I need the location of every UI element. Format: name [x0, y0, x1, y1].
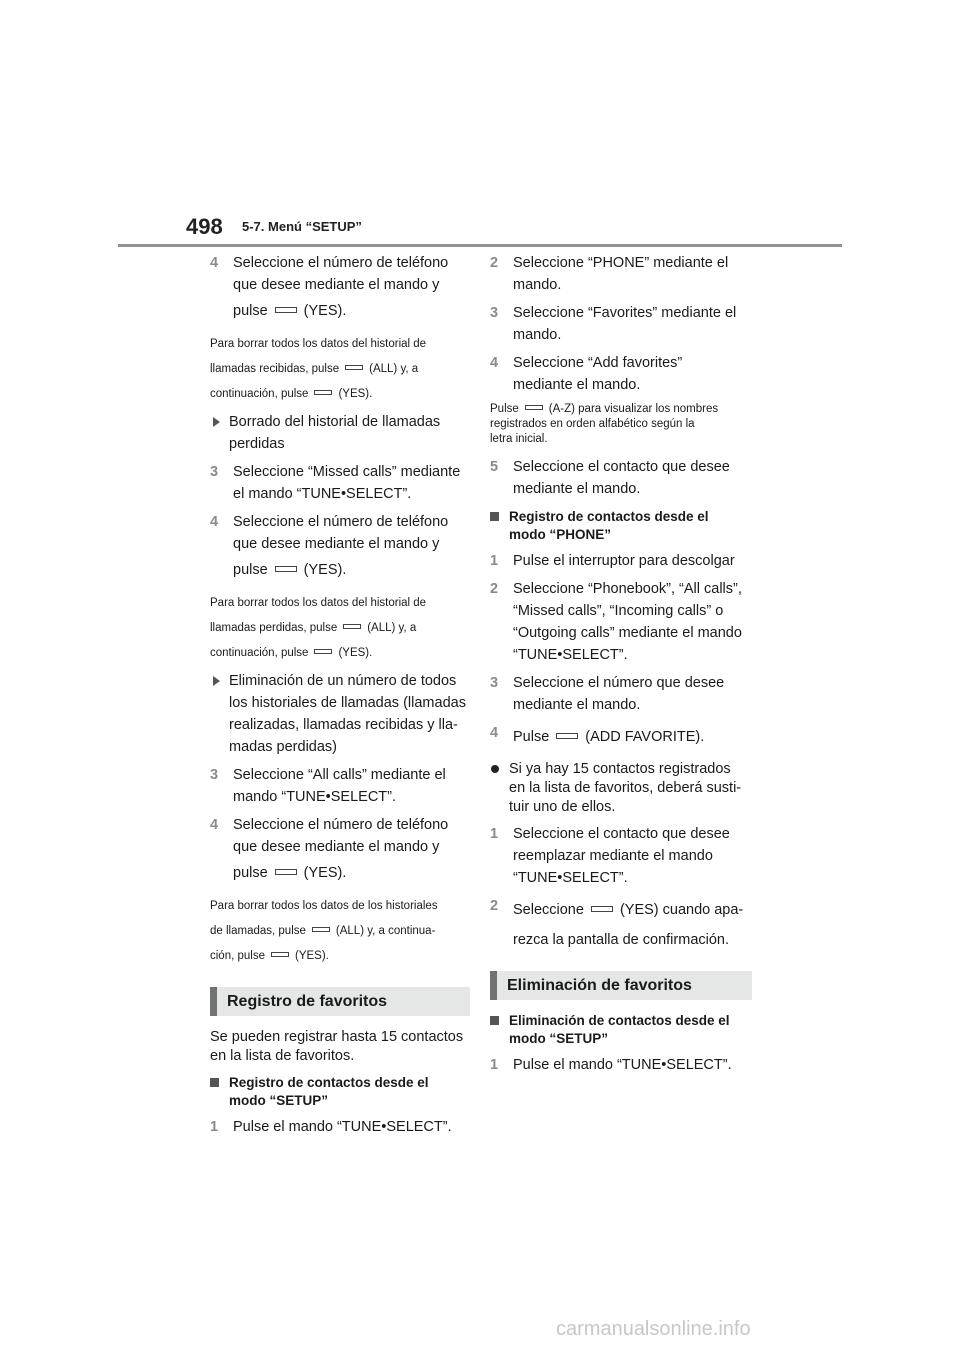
- step-press-tune: 1 Pulse el mando “TUNE•SELECT”.: [490, 1054, 752, 1076]
- note-text: llamadas recibidas, pulse (ALL) y, a: [210, 363, 419, 375]
- step-select-favorites: 3 Seleccione “Favorites” mediante el mando.: [490, 302, 752, 346]
- note-delete-missed: Para borrar todos los datos del historial de llamadas perdidas, pulse (ALL) y, a continuación, pulse (YES).: [210, 597, 427, 659]
- step-number: 4: [210, 817, 219, 833]
- note-delete-received: [210, 332, 470, 407]
- button-key-icon: [275, 307, 297, 313]
- step-number: 4: [490, 725, 499, 741]
- square-bullet-icon: [210, 1078, 219, 1087]
- note-text: continuación, pulse (YES).: [210, 388, 373, 400]
- step-number: 4: [210, 514, 219, 530]
- step-number: 2: [490, 255, 499, 271]
- step-confirm: 2 Seleccione (YES) cuando apa- rezca la pantalla de confirmación.: [490, 895, 752, 955]
- button-key-icon: [312, 927, 330, 932]
- step-number: 3: [490, 675, 499, 691]
- step-missed-calls: 3 Seleccione “Missed calls” mediante el mando “TUNE•SELECT”.: [210, 461, 470, 505]
- step-text: Seleccione el número de teléfono: [233, 255, 449, 271]
- step-number: 1: [210, 1119, 219, 1135]
- button-key-icon: [275, 869, 297, 875]
- note-delete-all: Para borrar todos los datos de los historiales de llamadas, pulse (ALL) y, a continua- ción, pulse (YES).: [210, 900, 438, 962]
- step-select-replace: 1 Seleccione el contacto que desee reemplazar mediante el mando “TUNE•SELECT”.: [490, 823, 752, 889]
- header-rule: [118, 244, 842, 247]
- step-select-number: 4 Seleccione el número de teléfono que desee mediante el mando y pulse (YES).: [210, 814, 470, 888]
- paragraph-favorites-limit: Se pueden registrar hasta 15 contactos en la lista de favoritos.: [210, 1029, 464, 1064]
- triangle-bullet-icon: [213, 417, 220, 427]
- step-select-contact: 5 Seleccione el contacto que desee mediante el mando.: [490, 456, 752, 500]
- step-off-hook: 1 Pulse el interruptor para descolgar: [490, 550, 752, 572]
- button-key-icon: [345, 365, 363, 370]
- step-select-number: [210, 252, 470, 326]
- subheading-setup-delete: Eliminación de contactos desde el modo “SETUP”: [490, 1012, 752, 1048]
- watermark: carmanualsonline.info: [556, 1318, 751, 1340]
- square-bullet-icon: [490, 1016, 499, 1025]
- dot-bullet-icon: [491, 765, 499, 773]
- section-bar-delete-favorites: Eliminación de favoritos: [490, 971, 752, 1000]
- step-all-calls: 3 Seleccione “All calls” mediante el mando “TUNE•SELECT”.: [210, 764, 470, 808]
- step-number: 1: [490, 553, 499, 569]
- step-select-number: 3 Seleccione el número que desee mediante el mando.: [490, 672, 752, 716]
- step-number: 3: [210, 767, 219, 783]
- step-press-tune: 1 Pulse el mando “TUNE•SELECT”.: [210, 1116, 470, 1138]
- step-add-favorite: 4 Pulse (ADD FAVORITE).: [490, 722, 752, 752]
- bullet-replace-note: Si ya hay 15 contactos registrados en la lista de favoritos, deberá susti- tuir uno de ellos.: [490, 760, 752, 817]
- step-number: 2: [490, 898, 499, 914]
- step-number: 5: [490, 459, 499, 475]
- step-number: 4: [490, 355, 499, 371]
- note-alphabetical: Pulse (A-Z) para visualizar los nombres registrados en orden alfabético según la letra inicial.: [490, 403, 719, 445]
- step-add-favorites: 4 Seleccione “Add favorites” mediante el mando.: [490, 352, 752, 396]
- step-number: 1: [490, 826, 499, 842]
- step-number: 3: [210, 464, 219, 480]
- section-bar-favorites: Registro de favoritos: [210, 987, 470, 1016]
- page-number: 498: [186, 214, 223, 239]
- step-text: que desee mediante el mando y: [233, 277, 440, 293]
- subheading-missed-calls: Borrado del historial de llamadas perdidas: [210, 411, 470, 455]
- step-select-list: 2 Seleccione “Phonebook”, “All calls”, “Missed calls”, “Incoming calls” o “Outgoing calls” mediante el mando “TUNE•SELECT”.: [490, 578, 752, 666]
- right-column: [490, 252, 752, 1082]
- button-key-icon: [271, 952, 289, 957]
- subheading-setup-register: Registro de contactos desde el modo “SETUP”: [210, 1074, 470, 1110]
- button-key-icon: [314, 649, 332, 654]
- button-key-icon: [525, 405, 543, 410]
- button-key-icon: [343, 624, 361, 629]
- step-number: 3: [490, 305, 499, 321]
- step-text: pulse (YES).: [233, 303, 347, 319]
- left-column: [210, 252, 470, 1144]
- subheading-phone-register: Registro de contactos desde el modo “PHONE”: [490, 508, 752, 544]
- step-number: 2: [490, 581, 499, 597]
- step-number: 4: [210, 255, 219, 271]
- triangle-bullet-icon: [213, 676, 220, 686]
- button-key-icon: [314, 390, 332, 395]
- square-bullet-icon: [490, 512, 499, 521]
- button-key-icon: [556, 733, 578, 739]
- section-title: 5-7. Menú “SETUP”: [242, 219, 362, 234]
- step-number: 1: [490, 1057, 499, 1073]
- step-select-number: 4 Seleccione el número de teléfono que desee mediante el mando y pulse (YES).: [210, 511, 470, 585]
- button-key-icon: [275, 566, 297, 572]
- subheading-all-histories: Eliminación de un número de todos los historiales de llamadas (llamadas realizadas, llamadas recibidas y lla- madas perdidas): [210, 670, 470, 758]
- note-text: Para borrar todos los datos del historial de: [210, 338, 427, 350]
- step-select-phone: 2 Seleccione “PHONE” mediante el mando.: [490, 252, 752, 296]
- button-key-icon: [591, 906, 613, 912]
